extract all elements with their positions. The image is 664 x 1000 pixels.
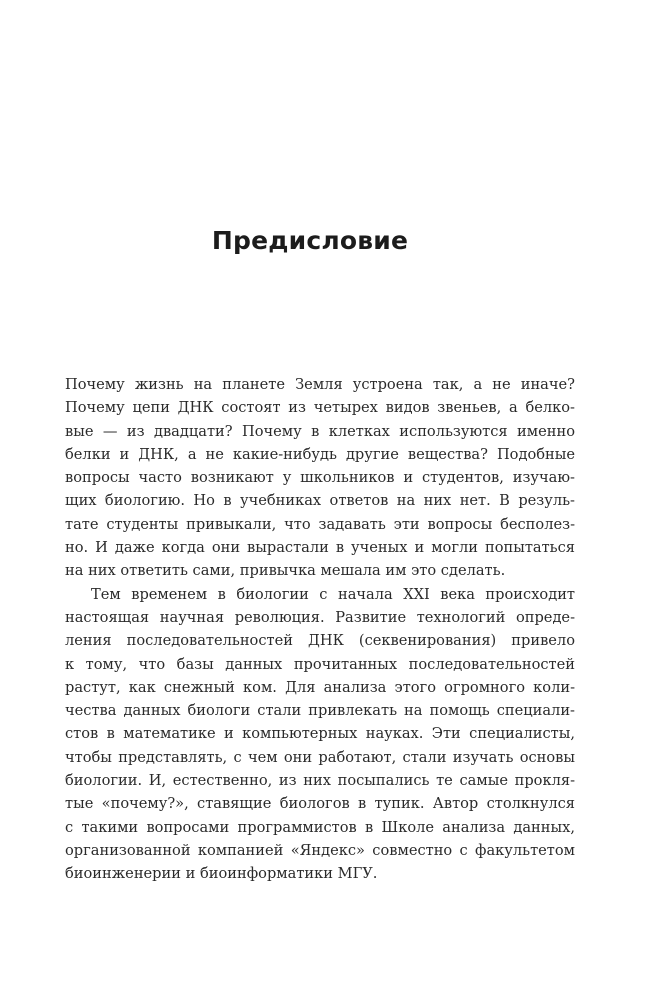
text-line: биоинженерии и биоинформатики МГУ. (65, 865, 378, 883)
text-line: ления последовательностей ДНК (секвенирования) привело (65, 632, 575, 650)
text-line: вые — из двадцати? Почему в клетках используются именно (65, 422, 575, 440)
text-line: белки и ДНК, а не какие-нибудь другие вещества? Подобные (65, 445, 575, 463)
text-line: чтобы представлять, с чем они работают, стали изучать основы (65, 748, 575, 766)
text-line: Почему жизнь на планете Земля устроена так, а не иначе? (65, 376, 575, 393)
text-line: на них ответить сами, привычка мешала им это сделать. (65, 562, 506, 580)
text-line: но. И даже когда они вырастали в ученых и могли попытаться (65, 539, 575, 557)
text-line: биологии. И, естественно, из них посыпались те самые прокля- (65, 772, 575, 790)
text-line: стов в математике и компьютерных науках. Эти специалисты, (65, 725, 575, 743)
chapter-title: Предисловие (211, 226, 409, 255)
body-text (65, 373, 575, 886)
text-line: вопросы часто возникают у школьников и студентов, изучаю- (65, 469, 575, 487)
text-line: организованной компанией «Яндекс» совместно с факультетом (65, 841, 575, 859)
text-line: с такими вопросами программистов в Школе анализа данных, (65, 818, 575, 836)
paragraph-2 (65, 583, 575, 886)
text-line: растут, как снежный ком. Для анализа этого огромного коли- (65, 678, 575, 696)
text-line: Почему цепи ДНК состоят из четырех видов звеньев, а белко- (65, 399, 575, 417)
text-line: тые «почему?», ставящие биологов в тупик. Автор столкнулся (65, 795, 575, 813)
text-line: к тому, что базы данных прочитанных последовательностей (65, 655, 575, 673)
text-line: чества данных биологи стали привлекать на помощь специали- (65, 702, 575, 720)
text-line: настоящая научная революция. Развитие технологий опреде- (65, 608, 575, 626)
text-line: щих биологию. Но в учебниках ответов на них нет. В резуль- (65, 492, 575, 510)
text-line: Тем временем в биологии с начала XXI века происходит (91, 585, 575, 603)
text-line: тате студенты привыкали, что задавать эти вопросы бесполез- (65, 515, 575, 533)
paragraph-1 (65, 373, 575, 583)
